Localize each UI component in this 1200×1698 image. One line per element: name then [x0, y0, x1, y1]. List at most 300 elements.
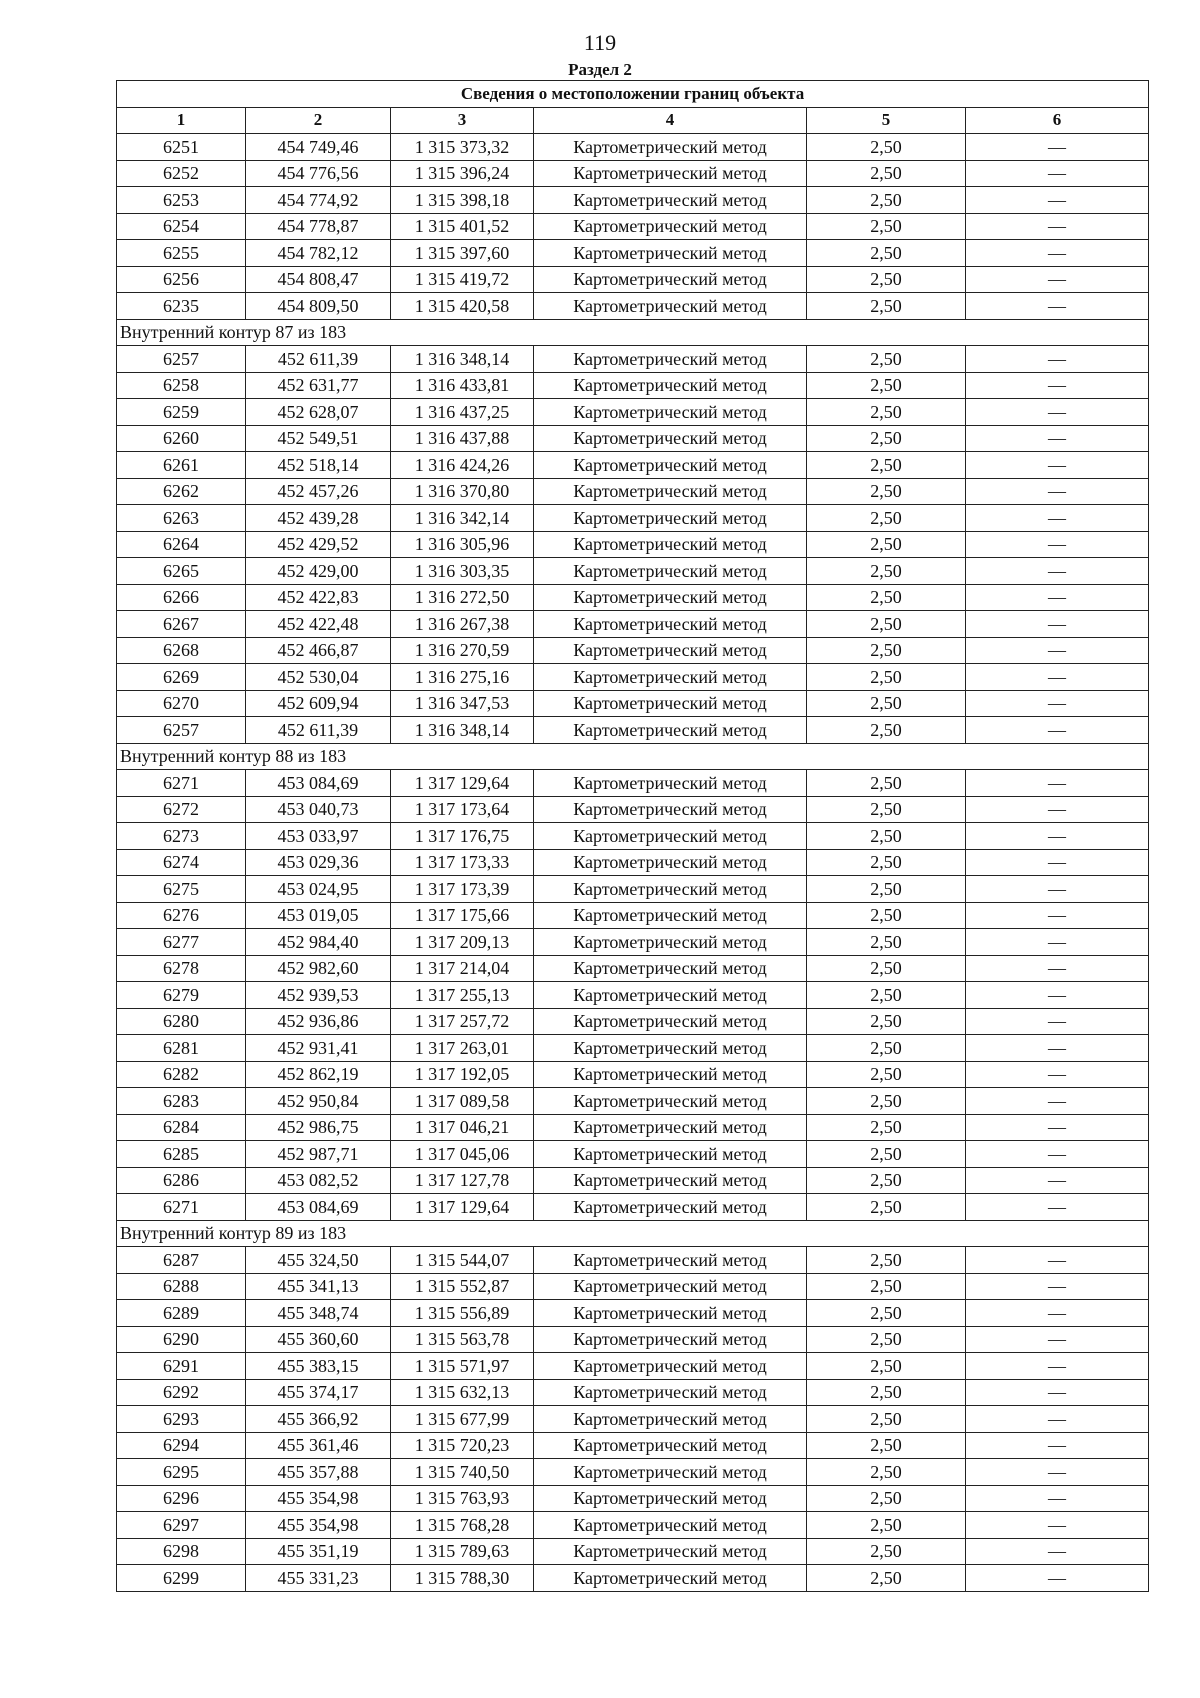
accuracy-cell: 2,50	[807, 399, 966, 426]
method-cell: Картометрический метод	[534, 1008, 807, 1035]
y-coordinate-cell: 1 317 045,06	[391, 1141, 534, 1168]
accuracy-cell: 2,50	[807, 1167, 966, 1194]
x-coordinate-cell: 454 778,87	[246, 213, 391, 240]
column-header-2: 2	[246, 107, 391, 134]
x-coordinate-cell: 455 331,23	[246, 1565, 391, 1592]
accuracy-cell: 2,50	[807, 1326, 966, 1353]
x-coordinate-cell: 452 429,00	[246, 558, 391, 585]
description-cell: —	[966, 266, 1149, 293]
accuracy-cell: 2,50	[807, 1406, 966, 1433]
point-number-cell: 6289	[117, 1300, 246, 1327]
column-header-1: 1	[117, 107, 246, 134]
method-cell: Картометрический метод	[534, 876, 807, 903]
accuracy-cell: 2,50	[807, 823, 966, 850]
method-cell: Картометрический метод	[534, 1247, 807, 1274]
y-coordinate-cell: 1 315 632,13	[391, 1379, 534, 1406]
x-coordinate-cell: 455 354,98	[246, 1512, 391, 1539]
x-coordinate-cell: 452 931,41	[246, 1035, 391, 1062]
column-header-4: 4	[534, 107, 807, 134]
x-coordinate-cell: 455 383,15	[246, 1353, 391, 1380]
x-coordinate-cell: 455 351,19	[246, 1538, 391, 1565]
table-caption-row	[117, 81, 1149, 108]
point-number-cell: 6299	[117, 1565, 246, 1592]
point-number-cell: 6272	[117, 796, 246, 823]
x-coordinate-cell: 453 029,36	[246, 849, 391, 876]
y-coordinate-cell: 1 316 342,14	[391, 505, 534, 532]
method-cell: Картометрический метод	[534, 213, 807, 240]
description-cell: —	[966, 982, 1149, 1009]
x-coordinate-cell: 454 774,92	[246, 187, 391, 214]
y-coordinate-cell: 1 317 263,01	[391, 1035, 534, 1062]
point-number-cell: 6257	[117, 717, 246, 744]
point-number-cell: 6277	[117, 929, 246, 956]
table-row	[117, 1406, 1149, 1433]
accuracy-cell: 2,50	[807, 425, 966, 452]
table-row	[117, 1194, 1149, 1221]
method-cell: Картометрический метод	[534, 1300, 807, 1327]
table-row	[117, 611, 1149, 638]
description-cell: —	[966, 240, 1149, 267]
y-coordinate-cell: 1 316 348,14	[391, 346, 534, 373]
description-cell: —	[966, 399, 1149, 426]
table-row	[117, 240, 1149, 267]
accuracy-cell: 2,50	[807, 955, 966, 982]
x-coordinate-cell: 455 361,46	[246, 1432, 391, 1459]
y-coordinate-cell: 1 317 173,39	[391, 876, 534, 903]
description-cell: —	[966, 1406, 1149, 1433]
table-row	[117, 505, 1149, 532]
table-row	[117, 1273, 1149, 1300]
y-coordinate-cell: 1 316 305,96	[391, 531, 534, 558]
description-cell: —	[966, 796, 1149, 823]
point-number-cell: 6292	[117, 1379, 246, 1406]
point-number-cell: 6283	[117, 1088, 246, 1115]
description-cell: —	[966, 505, 1149, 532]
description-cell: —	[966, 955, 1149, 982]
method-cell: Картометрический метод	[534, 1061, 807, 1088]
method-cell: Картометрический метод	[534, 823, 807, 850]
method-cell: Картометрический метод	[534, 187, 807, 214]
y-coordinate-cell: 1 315 397,60	[391, 240, 534, 267]
table-row	[117, 1008, 1149, 1035]
description-cell: —	[966, 452, 1149, 479]
point-number-cell: 6262	[117, 478, 246, 505]
description-cell: —	[966, 1379, 1149, 1406]
table-row	[117, 1512, 1149, 1539]
x-coordinate-cell: 453 084,69	[246, 770, 391, 797]
contour-label: Внутренний контур 89 из 183	[117, 1220, 1149, 1247]
point-number-cell: 6266	[117, 584, 246, 611]
method-cell: Картометрический метод	[534, 770, 807, 797]
method-cell: Картометрический метод	[534, 1353, 807, 1380]
accuracy-cell: 2,50	[807, 1459, 966, 1486]
column-header-6: 6	[966, 107, 1149, 134]
table-row	[117, 584, 1149, 611]
x-coordinate-cell: 452 631,77	[246, 372, 391, 399]
y-coordinate-cell: 1 317 046,21	[391, 1114, 534, 1141]
y-coordinate-cell: 1 315 740,50	[391, 1459, 534, 1486]
x-coordinate-cell: 452 862,19	[246, 1061, 391, 1088]
table-row	[117, 1141, 1149, 1168]
x-coordinate-cell: 455 360,60	[246, 1326, 391, 1353]
y-coordinate-cell: 1 316 348,14	[391, 717, 534, 744]
description-cell: —	[966, 1512, 1149, 1539]
x-coordinate-cell: 452 611,39	[246, 717, 391, 744]
accuracy-cell: 2,50	[807, 690, 966, 717]
accuracy-cell: 2,50	[807, 452, 966, 479]
method-cell: Картометрический метод	[534, 1538, 807, 1565]
accuracy-cell: 2,50	[807, 982, 966, 1009]
point-number-cell: 6282	[117, 1061, 246, 1088]
point-number-cell: 6274	[117, 849, 246, 876]
method-cell: Картометрический метод	[534, 1432, 807, 1459]
method-cell: Картометрический метод	[534, 293, 807, 320]
description-cell: —	[966, 160, 1149, 187]
description-cell: —	[966, 876, 1149, 903]
x-coordinate-cell: 455 357,88	[246, 1459, 391, 1486]
accuracy-cell: 2,50	[807, 1432, 966, 1459]
contour-header-row	[117, 1220, 1149, 1247]
point-number-cell: 6255	[117, 240, 246, 267]
table-row	[117, 982, 1149, 1009]
method-cell: Картометрический метод	[534, 240, 807, 267]
y-coordinate-cell: 1 316 270,59	[391, 637, 534, 664]
table-row	[117, 1353, 1149, 1380]
y-coordinate-cell: 1 316 267,38	[391, 611, 534, 638]
point-number-cell: 6260	[117, 425, 246, 452]
method-cell: Картометрический метод	[534, 372, 807, 399]
accuracy-cell: 2,50	[807, 1088, 966, 1115]
x-coordinate-cell: 454 749,46	[246, 134, 391, 161]
table-row	[117, 425, 1149, 452]
y-coordinate-cell: 1 317 255,13	[391, 982, 534, 1009]
accuracy-cell: 2,50	[807, 558, 966, 585]
point-number-cell: 6280	[117, 1008, 246, 1035]
description-cell: —	[966, 1485, 1149, 1512]
point-number-cell: 6271	[117, 770, 246, 797]
point-number-cell: 6258	[117, 372, 246, 399]
table-row	[117, 1167, 1149, 1194]
description-cell: —	[966, 187, 1149, 214]
y-coordinate-cell: 1 315 677,99	[391, 1406, 534, 1433]
x-coordinate-cell: 453 024,95	[246, 876, 391, 903]
accuracy-cell: 2,50	[807, 1035, 966, 1062]
x-coordinate-cell: 454 808,47	[246, 266, 391, 293]
description-cell: —	[966, 372, 1149, 399]
description-cell: —	[966, 1035, 1149, 1062]
accuracy-cell: 2,50	[807, 1379, 966, 1406]
contour-label: Внутренний контур 88 из 183	[117, 743, 1149, 770]
accuracy-cell: 2,50	[807, 796, 966, 823]
accuracy-cell: 2,50	[807, 1300, 966, 1327]
point-number-cell: 6298	[117, 1538, 246, 1565]
x-coordinate-cell: 452 429,52	[246, 531, 391, 558]
description-cell: —	[966, 558, 1149, 585]
table-row	[117, 1247, 1149, 1274]
point-number-cell: 6295	[117, 1459, 246, 1486]
accuracy-cell: 2,50	[807, 1538, 966, 1565]
method-cell: Картометрический метод	[534, 1035, 807, 1062]
y-coordinate-cell: 1 317 173,33	[391, 849, 534, 876]
point-number-cell: 6288	[117, 1273, 246, 1300]
table-row	[117, 346, 1149, 373]
table-row	[117, 1432, 1149, 1459]
point-number-cell: 6268	[117, 637, 246, 664]
accuracy-cell: 2,50	[807, 134, 966, 161]
accuracy-cell: 2,50	[807, 266, 966, 293]
description-cell: —	[966, 1300, 1149, 1327]
accuracy-cell: 2,50	[807, 637, 966, 664]
description-cell: —	[966, 425, 1149, 452]
accuracy-cell: 2,50	[807, 1512, 966, 1539]
contour-label: Внутренний контур 87 из 183	[117, 319, 1149, 346]
y-coordinate-cell: 1 317 127,78	[391, 1167, 534, 1194]
y-coordinate-cell: 1 316 424,26	[391, 452, 534, 479]
accuracy-cell: 2,50	[807, 531, 966, 558]
column-header-3: 3	[391, 107, 534, 134]
y-coordinate-cell: 1 315 556,89	[391, 1300, 534, 1327]
y-coordinate-cell: 1 315 373,32	[391, 134, 534, 161]
accuracy-cell: 2,50	[807, 770, 966, 797]
method-cell: Картометрический метод	[534, 531, 807, 558]
accuracy-cell: 2,50	[807, 1008, 966, 1035]
table-row	[117, 1379, 1149, 1406]
y-coordinate-cell: 1 315 763,93	[391, 1485, 534, 1512]
accuracy-cell: 2,50	[807, 902, 966, 929]
description-cell: —	[966, 1538, 1149, 1565]
point-number-cell: 6290	[117, 1326, 246, 1353]
table-row	[117, 213, 1149, 240]
accuracy-cell: 2,50	[807, 1485, 966, 1512]
point-number-cell: 6285	[117, 1141, 246, 1168]
point-number-cell: 6297	[117, 1512, 246, 1539]
point-number-cell: 6284	[117, 1114, 246, 1141]
table-row	[117, 293, 1149, 320]
point-number-cell: 6235	[117, 293, 246, 320]
contour-header-row	[117, 319, 1149, 346]
accuracy-cell: 2,50	[807, 1273, 966, 1300]
x-coordinate-cell: 452 936,86	[246, 1008, 391, 1035]
description-cell: —	[966, 531, 1149, 558]
point-number-cell: 6251	[117, 134, 246, 161]
y-coordinate-cell: 1 315 789,63	[391, 1538, 534, 1565]
method-cell: Картометрический метод	[534, 1167, 807, 1194]
method-cell: Картометрический метод	[534, 1141, 807, 1168]
accuracy-cell: 2,50	[807, 876, 966, 903]
point-number-cell: 6276	[117, 902, 246, 929]
description-cell: —	[966, 213, 1149, 240]
table-row	[117, 929, 1149, 956]
table-row	[117, 558, 1149, 585]
description-cell: —	[966, 611, 1149, 638]
table-row	[117, 717, 1149, 744]
table-row	[117, 531, 1149, 558]
method-cell: Картометрический метод	[534, 1512, 807, 1539]
point-number-cell: 6265	[117, 558, 246, 585]
description-cell: —	[966, 1432, 1149, 1459]
table-row	[117, 1300, 1149, 1327]
x-coordinate-cell: 453 019,05	[246, 902, 391, 929]
table-row	[117, 1035, 1149, 1062]
accuracy-cell: 2,50	[807, 293, 966, 320]
description-cell: —	[966, 1008, 1149, 1035]
method-cell: Картометрический метод	[534, 1273, 807, 1300]
accuracy-cell: 2,50	[807, 929, 966, 956]
point-number-cell: 6287	[117, 1247, 246, 1274]
table-row	[117, 796, 1149, 823]
y-coordinate-cell: 1 317 129,64	[391, 770, 534, 797]
accuracy-cell: 2,50	[807, 1565, 966, 1592]
x-coordinate-cell: 452 530,04	[246, 664, 391, 691]
point-number-cell: 6270	[117, 690, 246, 717]
table-row	[117, 1485, 1149, 1512]
y-coordinate-cell: 1 315 420,58	[391, 293, 534, 320]
method-cell: Картометрический метод	[534, 1194, 807, 1221]
accuracy-cell: 2,50	[807, 372, 966, 399]
table-row	[117, 478, 1149, 505]
point-number-cell: 6253	[117, 187, 246, 214]
y-coordinate-cell: 1 316 347,53	[391, 690, 534, 717]
y-coordinate-cell: 1 315 720,23	[391, 1432, 534, 1459]
method-cell: Картометрический метод	[534, 1406, 807, 1433]
point-number-cell: 6263	[117, 505, 246, 532]
method-cell: Картометрический метод	[534, 1379, 807, 1406]
table-row	[117, 187, 1149, 214]
accuracy-cell: 2,50	[807, 717, 966, 744]
x-coordinate-cell: 453 084,69	[246, 1194, 391, 1221]
table-row	[117, 1538, 1149, 1565]
description-cell: —	[966, 478, 1149, 505]
method-cell: Картометрический метод	[534, 399, 807, 426]
description-cell: —	[966, 1273, 1149, 1300]
description-cell: —	[966, 1565, 1149, 1592]
table-row	[117, 902, 1149, 929]
point-number-cell: 6254	[117, 213, 246, 240]
y-coordinate-cell: 1 315 398,18	[391, 187, 534, 214]
description-cell: —	[966, 1459, 1149, 1486]
table-row	[117, 1459, 1149, 1486]
point-number-cell: 6267	[117, 611, 246, 638]
table-row	[117, 664, 1149, 691]
point-number-cell: 6279	[117, 982, 246, 1009]
description-cell: —	[966, 717, 1149, 744]
method-cell: Картометрический метод	[534, 346, 807, 373]
table-row	[117, 823, 1149, 850]
description-cell: —	[966, 1061, 1149, 1088]
method-cell: Картометрический метод	[534, 690, 807, 717]
table-row	[117, 266, 1149, 293]
y-coordinate-cell: 1 315 788,30	[391, 1565, 534, 1592]
description-cell: —	[966, 1141, 1149, 1168]
point-number-cell: 6296	[117, 1485, 246, 1512]
x-coordinate-cell: 455 354,98	[246, 1485, 391, 1512]
description-cell: —	[966, 637, 1149, 664]
description-cell: —	[966, 1167, 1149, 1194]
x-coordinate-cell: 455 324,50	[246, 1247, 391, 1274]
x-coordinate-cell: 453 033,97	[246, 823, 391, 850]
method-cell: Картометрический метод	[534, 717, 807, 744]
table-row	[117, 955, 1149, 982]
point-number-cell: 6271	[117, 1194, 246, 1221]
table-row	[117, 160, 1149, 187]
method-cell: Картометрический метод	[534, 611, 807, 638]
x-coordinate-cell: 454 782,12	[246, 240, 391, 267]
table-row	[117, 399, 1149, 426]
x-coordinate-cell: 452 439,28	[246, 505, 391, 532]
point-number-cell: 6291	[117, 1353, 246, 1380]
table-row	[117, 770, 1149, 797]
point-number-cell: 6293	[117, 1406, 246, 1433]
y-coordinate-cell: 1 315 544,07	[391, 1247, 534, 1274]
method-cell: Картометрический метод	[534, 955, 807, 982]
accuracy-cell: 2,50	[807, 187, 966, 214]
table-row	[117, 1565, 1149, 1592]
page-number: 119	[583, 30, 617, 55]
y-coordinate-cell: 1 317 214,04	[391, 955, 534, 982]
description-cell: —	[966, 346, 1149, 373]
y-coordinate-cell: 1 316 437,25	[391, 399, 534, 426]
y-coordinate-cell: 1 317 089,58	[391, 1088, 534, 1115]
description-cell: —	[966, 293, 1149, 320]
column-header-row	[117, 107, 1149, 134]
method-cell: Картометрический метод	[534, 1088, 807, 1115]
x-coordinate-cell: 452 422,83	[246, 584, 391, 611]
method-cell: Картометрический метод	[534, 160, 807, 187]
table-row	[117, 1326, 1149, 1353]
x-coordinate-cell: 452 628,07	[246, 399, 391, 426]
y-coordinate-cell: 1 316 275,16	[391, 664, 534, 691]
x-coordinate-cell: 455 348,74	[246, 1300, 391, 1327]
x-coordinate-cell: 452 422,48	[246, 611, 391, 638]
method-cell: Картометрический метод	[534, 452, 807, 479]
x-coordinate-cell: 454 809,50	[246, 293, 391, 320]
method-cell: Картометрический метод	[534, 1485, 807, 1512]
x-coordinate-cell: 452 982,60	[246, 955, 391, 982]
description-cell: —	[966, 770, 1149, 797]
section-title: Раздел 2	[568, 60, 632, 79]
table-caption: Сведения о местоположении границ объекта	[117, 81, 1149, 108]
table-row	[117, 452, 1149, 479]
point-number-cell: 6273	[117, 823, 246, 850]
boundary-coordinates-table	[116, 80, 1149, 1592]
method-cell: Картометрический метод	[534, 637, 807, 664]
x-coordinate-cell: 453 040,73	[246, 796, 391, 823]
x-coordinate-cell: 452 466,87	[246, 637, 391, 664]
accuracy-cell: 2,50	[807, 611, 966, 638]
y-coordinate-cell: 1 316 437,88	[391, 425, 534, 452]
point-number-cell: 6256	[117, 266, 246, 293]
y-coordinate-cell: 1 315 401,52	[391, 213, 534, 240]
accuracy-cell: 2,50	[807, 213, 966, 240]
method-cell: Картометрический метод	[534, 584, 807, 611]
x-coordinate-cell: 452 549,51	[246, 425, 391, 452]
method-cell: Картометрический метод	[534, 929, 807, 956]
y-coordinate-cell: 1 317 129,64	[391, 1194, 534, 1221]
x-coordinate-cell: 452 611,39	[246, 346, 391, 373]
table-row	[117, 637, 1149, 664]
x-coordinate-cell: 452 987,71	[246, 1141, 391, 1168]
x-coordinate-cell: 453 082,52	[246, 1167, 391, 1194]
method-cell: Картометрический метод	[534, 505, 807, 532]
point-number-cell: 6278	[117, 955, 246, 982]
y-coordinate-cell: 1 317 192,05	[391, 1061, 534, 1088]
point-number-cell: 6259	[117, 399, 246, 426]
y-coordinate-cell: 1 315 768,28	[391, 1512, 534, 1539]
method-cell: Картометрический метод	[534, 558, 807, 585]
table-body	[117, 134, 1149, 1592]
point-number-cell: 6275	[117, 876, 246, 903]
y-coordinate-cell: 1 316 272,50	[391, 584, 534, 611]
